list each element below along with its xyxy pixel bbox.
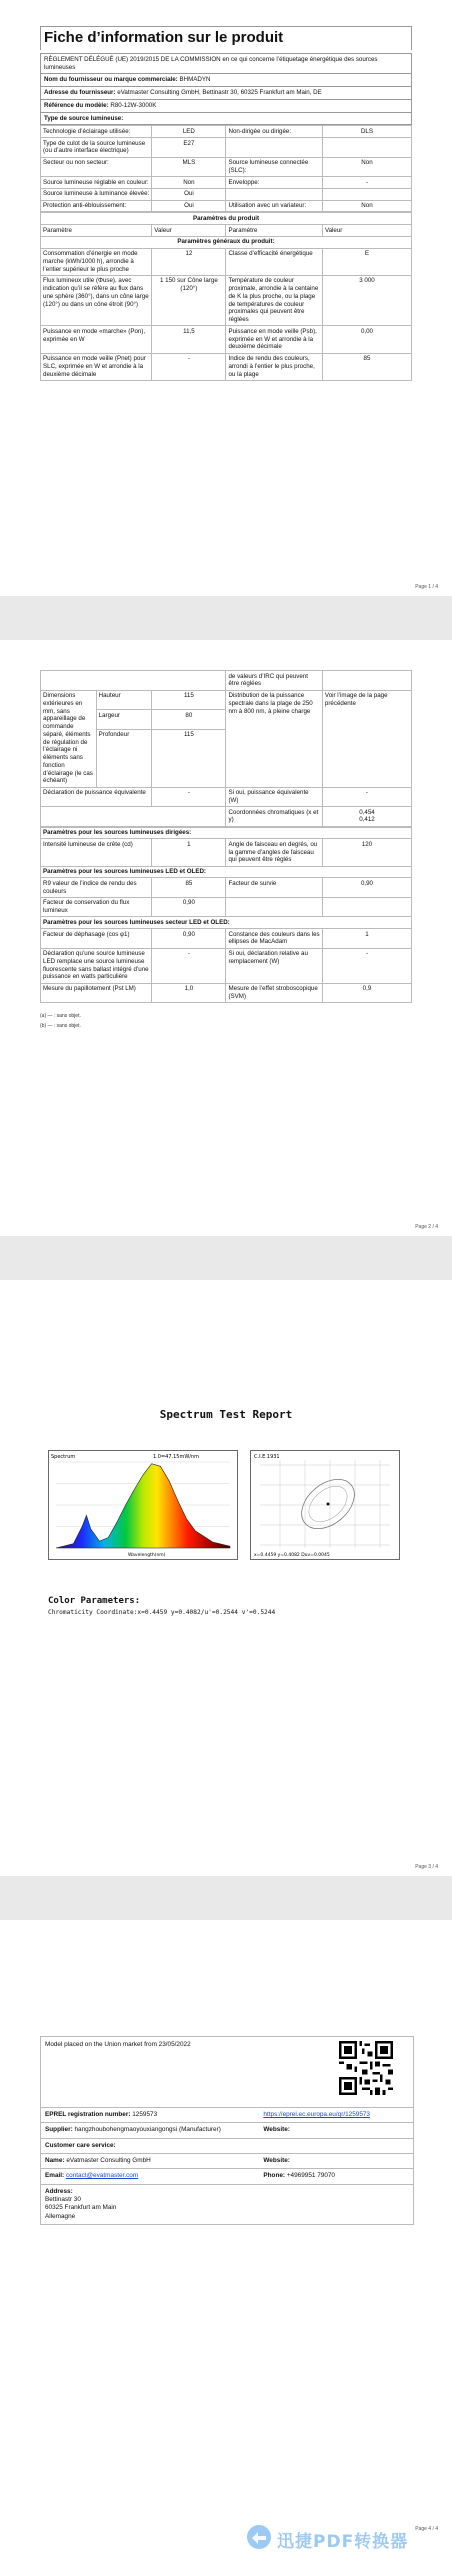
param-label	[226, 897, 322, 917]
supplier-value: hangzhoubohengmaoyouxiangongsi (Manufacturer)	[74, 2126, 221, 2134]
eprel-link[interactable]: https://eprel.ec.europa.eu/qr/1259573	[263, 2111, 370, 2118]
name-row	[41, 2153, 413, 2168]
website-label-2: Website:	[263, 2156, 290, 2164]
type-row	[41, 157, 412, 177]
name-label: Name:	[45, 2156, 65, 2164]
general-param-row	[41, 275, 412, 326]
product-fiche-continued	[40, 670, 412, 1030]
col-header-value-2: Valeur	[322, 225, 411, 237]
equiv-value: -	[152, 787, 226, 807]
param-value: 1,0	[152, 983, 226, 1003]
param-label: Facteur de déphasage (cos φ1)	[41, 929, 152, 949]
param-label: Mesure du papillotement (Pst LM)	[41, 983, 152, 1003]
param-value	[322, 897, 411, 917]
spectrum-xlabel: Wavelength(nm)	[128, 1553, 166, 1558]
param-label: Source lumineuse connectée (SLC):	[226, 157, 322, 177]
regulation-text: RÈGLEMENT DÉLÉGUÉ (UE) 2019/2015 DE LA COMMISSION en ce qui concerne l’étiquetage énergétique des sources lumineuses	[40, 53, 412, 75]
param-value: -	[322, 948, 411, 983]
param-value	[322, 188, 411, 200]
customer-service-heading: Customer care service:	[41, 2138, 413, 2153]
param-value: Oui	[152, 200, 226, 212]
footnote-a: (a) — : sans objet.	[40, 1013, 81, 1019]
general-param-row	[41, 248, 412, 275]
mains-param-row	[41, 983, 412, 1003]
param-value: 0,9	[322, 983, 411, 1003]
param-label: Facteur de conservation du flux lumineux	[41, 897, 152, 917]
param-value: 11,5	[152, 326, 226, 353]
model-ref-label: Référence du modèle:	[44, 101, 109, 109]
chroma-y: 0,412	[359, 816, 375, 824]
supplier-label: Supplier:	[45, 2126, 73, 2134]
col-header-value-1: Valeur	[152, 225, 226, 237]
chromaticity-line: Chromaticity Coordinate:x=0.4459 y=0.4082/u'=0.2544 v'=0.5244	[48, 1609, 276, 1616]
param-value: DLS	[322, 126, 411, 138]
equiv-label: Déclaration de puissance équivalente	[41, 787, 152, 807]
chroma-value	[322, 807, 411, 827]
type-row	[41, 177, 412, 189]
led-param-row	[41, 897, 412, 917]
watermark-logo-icon	[245, 2523, 273, 2551]
type-row	[41, 126, 412, 138]
supplier-name-value: BHMADYN	[179, 76, 211, 84]
reg-number-value: 1259573	[132, 2111, 158, 2118]
param-label: Consommation d’énergie en mode marche (kWh/1000 h), arrondie à l’entier supérieur le plus proche	[41, 248, 152, 275]
cri-continued: de valeurs d’IRC qui peuvent être réglées	[226, 671, 322, 691]
param-value: Oui	[152, 188, 226, 200]
param-label: Utilisation avec un variateur:	[226, 200, 322, 212]
supplier-row	[41, 2122, 413, 2137]
col-header-param-1: Paramètre	[41, 225, 152, 237]
name-value: eVatmaster Consulting GmbH	[66, 2156, 151, 2164]
param-label: Secteur ou non secteur:	[41, 157, 152, 177]
param-label: Si oui, déclaration relative au remplacement (W)	[226, 948, 322, 983]
dim-width-value: 80	[152, 710, 226, 730]
params-product-header: Paramètres du produit	[41, 213, 412, 225]
spectrum-label-top: 1.0=47.15mW/nm	[153, 1454, 199, 1460]
dim-depth-label: Profondeur	[96, 729, 152, 787]
page-number: Page 1 / 4	[415, 584, 438, 590]
param-label: Type de culot de la source lumineuse (ou d’autre interface électrique)	[41, 138, 152, 158]
param-value: E27	[152, 138, 226, 158]
param-label: Protection anti-éblouissement:	[41, 200, 152, 212]
qr-code-icon	[339, 2041, 393, 2095]
mains-param-row	[41, 929, 412, 949]
chroma-x: 0,454	[359, 808, 375, 816]
spectrum-label-left: Spectrum	[51, 1454, 76, 1460]
spectral-label: Distribution de la puissance spectrale dans la plage de 250 nm à 800 nm, à pleine charge	[226, 690, 322, 787]
reg-number-label: EPREL registration number:	[45, 2111, 131, 2118]
param-label: Déclaration qu’une source lumineuse LED remplace une source lumineuse fluorescente sans ballast intégré d’une puissance en watts particulière	[41, 948, 152, 983]
param-value: 0,90	[152, 929, 226, 949]
cie-readout: x=0.4459 y=0.4082 Duv=0.0045	[254, 1553, 330, 1558]
supplier-address-value: eVatmaster Consulting GmbH, Bettinastr 30, 60325 Frankfurt am Main, DE	[117, 89, 322, 96]
watermark-text: 迅捷PDF转换器	[277, 2532, 409, 2552]
param-value: 0,90	[322, 878, 411, 898]
param-label: Classe d’efficacité énergétique	[226, 248, 322, 275]
address-row	[41, 2184, 413, 2224]
supplier-address-row	[40, 87, 412, 100]
source-type-label: Type de source lumineuse:	[40, 113, 412, 126]
email-label: Email:	[45, 2172, 65, 2180]
param-value: 85	[152, 878, 226, 898]
general-param-row	[41, 326, 412, 353]
supplier-address-label: Adresse du fournisseur:	[44, 89, 116, 96]
param-value: LED	[152, 126, 226, 138]
param-value: 0,00	[322, 326, 411, 353]
dim-width-label: Largeur	[96, 710, 152, 730]
spectrum-title: Spectrum Test Report	[159, 1408, 293, 1421]
color-params-heading: Color Parameters:	[48, 1596, 141, 1606]
param-label: Enveloppe:	[226, 177, 322, 189]
equiv-right-value: -	[322, 787, 411, 807]
chromaticity-point	[327, 1503, 330, 1506]
param-value: 1 150 sur Cône large (120°)	[152, 275, 226, 326]
param-label: Température de couleur proximale, arrondie à la centaine de K la plus proche, ou la plage de températures de couleur proximales qui peuvent être réglées	[226, 275, 322, 326]
supplier-name-row	[40, 74, 412, 87]
contact-row	[41, 2168, 413, 2183]
page-3	[0, 1280, 452, 1876]
param-value: Non	[152, 177, 226, 189]
eprel-top	[41, 2037, 413, 2107]
eprel-reg-row	[41, 2107, 413, 2122]
led-header: Paramètres pour les sources lumineuses LED et OLED:	[41, 866, 412, 878]
param-label: Source lumineuse à luminance élevée:	[41, 188, 152, 200]
param-label	[226, 188, 322, 200]
phone-label: Phone:	[263, 2172, 286, 2180]
param-value: Non	[322, 200, 411, 212]
type-row	[41, 138, 412, 158]
param-label: Indice de rendu des couleurs, arrondi à l’entier le plus proche, ou la plage	[226, 353, 322, 380]
param-value: 12	[152, 248, 226, 275]
model-placed-text: Model placed on the Union market from 23/05/2022	[45, 2041, 191, 2048]
col-header-param-2: Paramètre	[226, 225, 322, 237]
led-param-row	[41, 878, 412, 898]
address-line-1: Bettinastr 30	[45, 2195, 81, 2203]
fiche-title: Fiche d’information sur le produit	[40, 26, 412, 50]
mains-header: Paramètres pour les sources lumineuses secteur LED et OLED:	[41, 917, 412, 929]
param-label: Facteur de survie	[226, 878, 322, 898]
dims-table	[40, 670, 412, 827]
dim-height-label: Hauteur	[96, 690, 152, 710]
param-label: Puissance en mode veille (Psb), exprimée en W et arrondie à la deuxième décimale	[226, 326, 322, 353]
param-value: MLS	[152, 157, 226, 177]
param-label: Puissance en mode veille (Pnet) pour SLC, exprimée en W et arrondie à la deuxième décimale	[41, 353, 152, 380]
type-row	[41, 188, 412, 200]
page-1	[0, 0, 452, 596]
dim-depth-value: 115	[152, 729, 226, 787]
mains-param-row	[41, 948, 412, 983]
address-line-2: 60325 Frankfurt am Main	[45, 2204, 117, 2212]
param-label: Constance des couleurs dans les ellipses de MacAdam	[226, 929, 322, 949]
eprel-label-box	[40, 2036, 414, 2225]
param-label: Flux lumineux utile (Φuse), avec indication qu’il se réfère au flux dans une sphère (360°), dans un cône large (120°) ou dans un cône étroit (90°)	[41, 275, 152, 326]
address-line-3: Allemagne	[45, 2212, 76, 2220]
cie-diagram	[250, 1450, 400, 1560]
param-label: Non-dirigée ou dirigée:	[226, 126, 322, 138]
page-number: Page 4 / 4	[415, 2526, 438, 2532]
param-value: -	[322, 177, 411, 189]
param-label: Puissance en mode «marche» (Pon), exprimée en W	[41, 326, 152, 353]
email-link[interactable]: contact@evatmaster.com	[65, 2172, 139, 2180]
cie-label: C.I.E.1931	[254, 1454, 280, 1460]
footnote-b: (b) — : sans objet.	[40, 1023, 81, 1030]
page-number: Page 2 / 4	[415, 1224, 438, 1230]
watermark	[245, 2522, 452, 2552]
type-row	[41, 200, 412, 212]
param-value: Non	[322, 157, 411, 177]
param-label: Mesure de l’effet stroboscopique (SVM)	[226, 983, 322, 1003]
param-label	[226, 138, 322, 158]
param-value: 1	[152, 839, 226, 866]
page-number: Page 3 / 4	[415, 1864, 438, 1870]
general-param-row	[41, 353, 412, 380]
chroma-label: Coordonnées chromatiques (x et y)	[226, 807, 322, 827]
param-value: E	[322, 248, 411, 275]
phone-value: +4969951 79070	[286, 2172, 335, 2180]
address-label: Address:	[45, 2187, 73, 2195]
param-value: 85	[322, 353, 411, 380]
param-value: 1	[322, 929, 411, 949]
directional-header: Paramètres pour les sources lumineuses dirigées:	[41, 827, 412, 839]
spectral-value: Voir l’image de la page précédente	[322, 690, 411, 787]
dim-height-value: 115	[152, 690, 226, 710]
param-label: Technologie d’éclairage utilisée:	[41, 126, 152, 138]
page-2	[0, 640, 452, 1236]
type-table	[40, 125, 412, 212]
product-fiche	[40, 26, 412, 381]
website-label-1: Website:	[263, 2126, 290, 2134]
spectrum-chart	[48, 1450, 238, 1560]
model-ref-value: R80-12W-3000K	[110, 101, 157, 109]
general-params-table	[40, 212, 412, 381]
supplier-name-label: Nom du fournisseur ou marque commerciale:	[44, 76, 178, 84]
param-label: Angle de faisceau en degrés, ou la gamme d’angles de faisceau qui peuvent être réglés	[226, 839, 322, 866]
param-value: -	[152, 948, 226, 983]
param-label: Source lumineuse réglable en couleur:	[41, 177, 152, 189]
model-ref-row	[40, 100, 412, 113]
param-value: -	[152, 353, 226, 380]
param-value: 120	[322, 839, 411, 866]
extra-params-table	[40, 827, 412, 1004]
page-4	[0, 1920, 452, 2560]
color-parameters	[48, 1596, 275, 1616]
param-label: R9 valeur de l’indice de rendu des couleurs	[41, 878, 152, 898]
footnotes	[40, 1013, 412, 1030]
param-value: 0,90	[152, 897, 226, 917]
param-value	[322, 138, 411, 158]
equiv-right-label: Si oui, puissance équivalente (W)	[226, 787, 322, 807]
param-value: 3 000	[322, 275, 411, 326]
param-label: Intensité lumineuse de crête (cd)	[41, 839, 152, 866]
directional-param-row	[41, 839, 412, 866]
params-general-header: Paramètres généraux du produit:	[41, 236, 412, 248]
dims-label: Dimensions extérieures en mm, sans appareillage de commande séparé, éléments de régulation de l’éclairage ni éléments sans fonction d’éclairage (le cas échéant)	[41, 690, 97, 787]
